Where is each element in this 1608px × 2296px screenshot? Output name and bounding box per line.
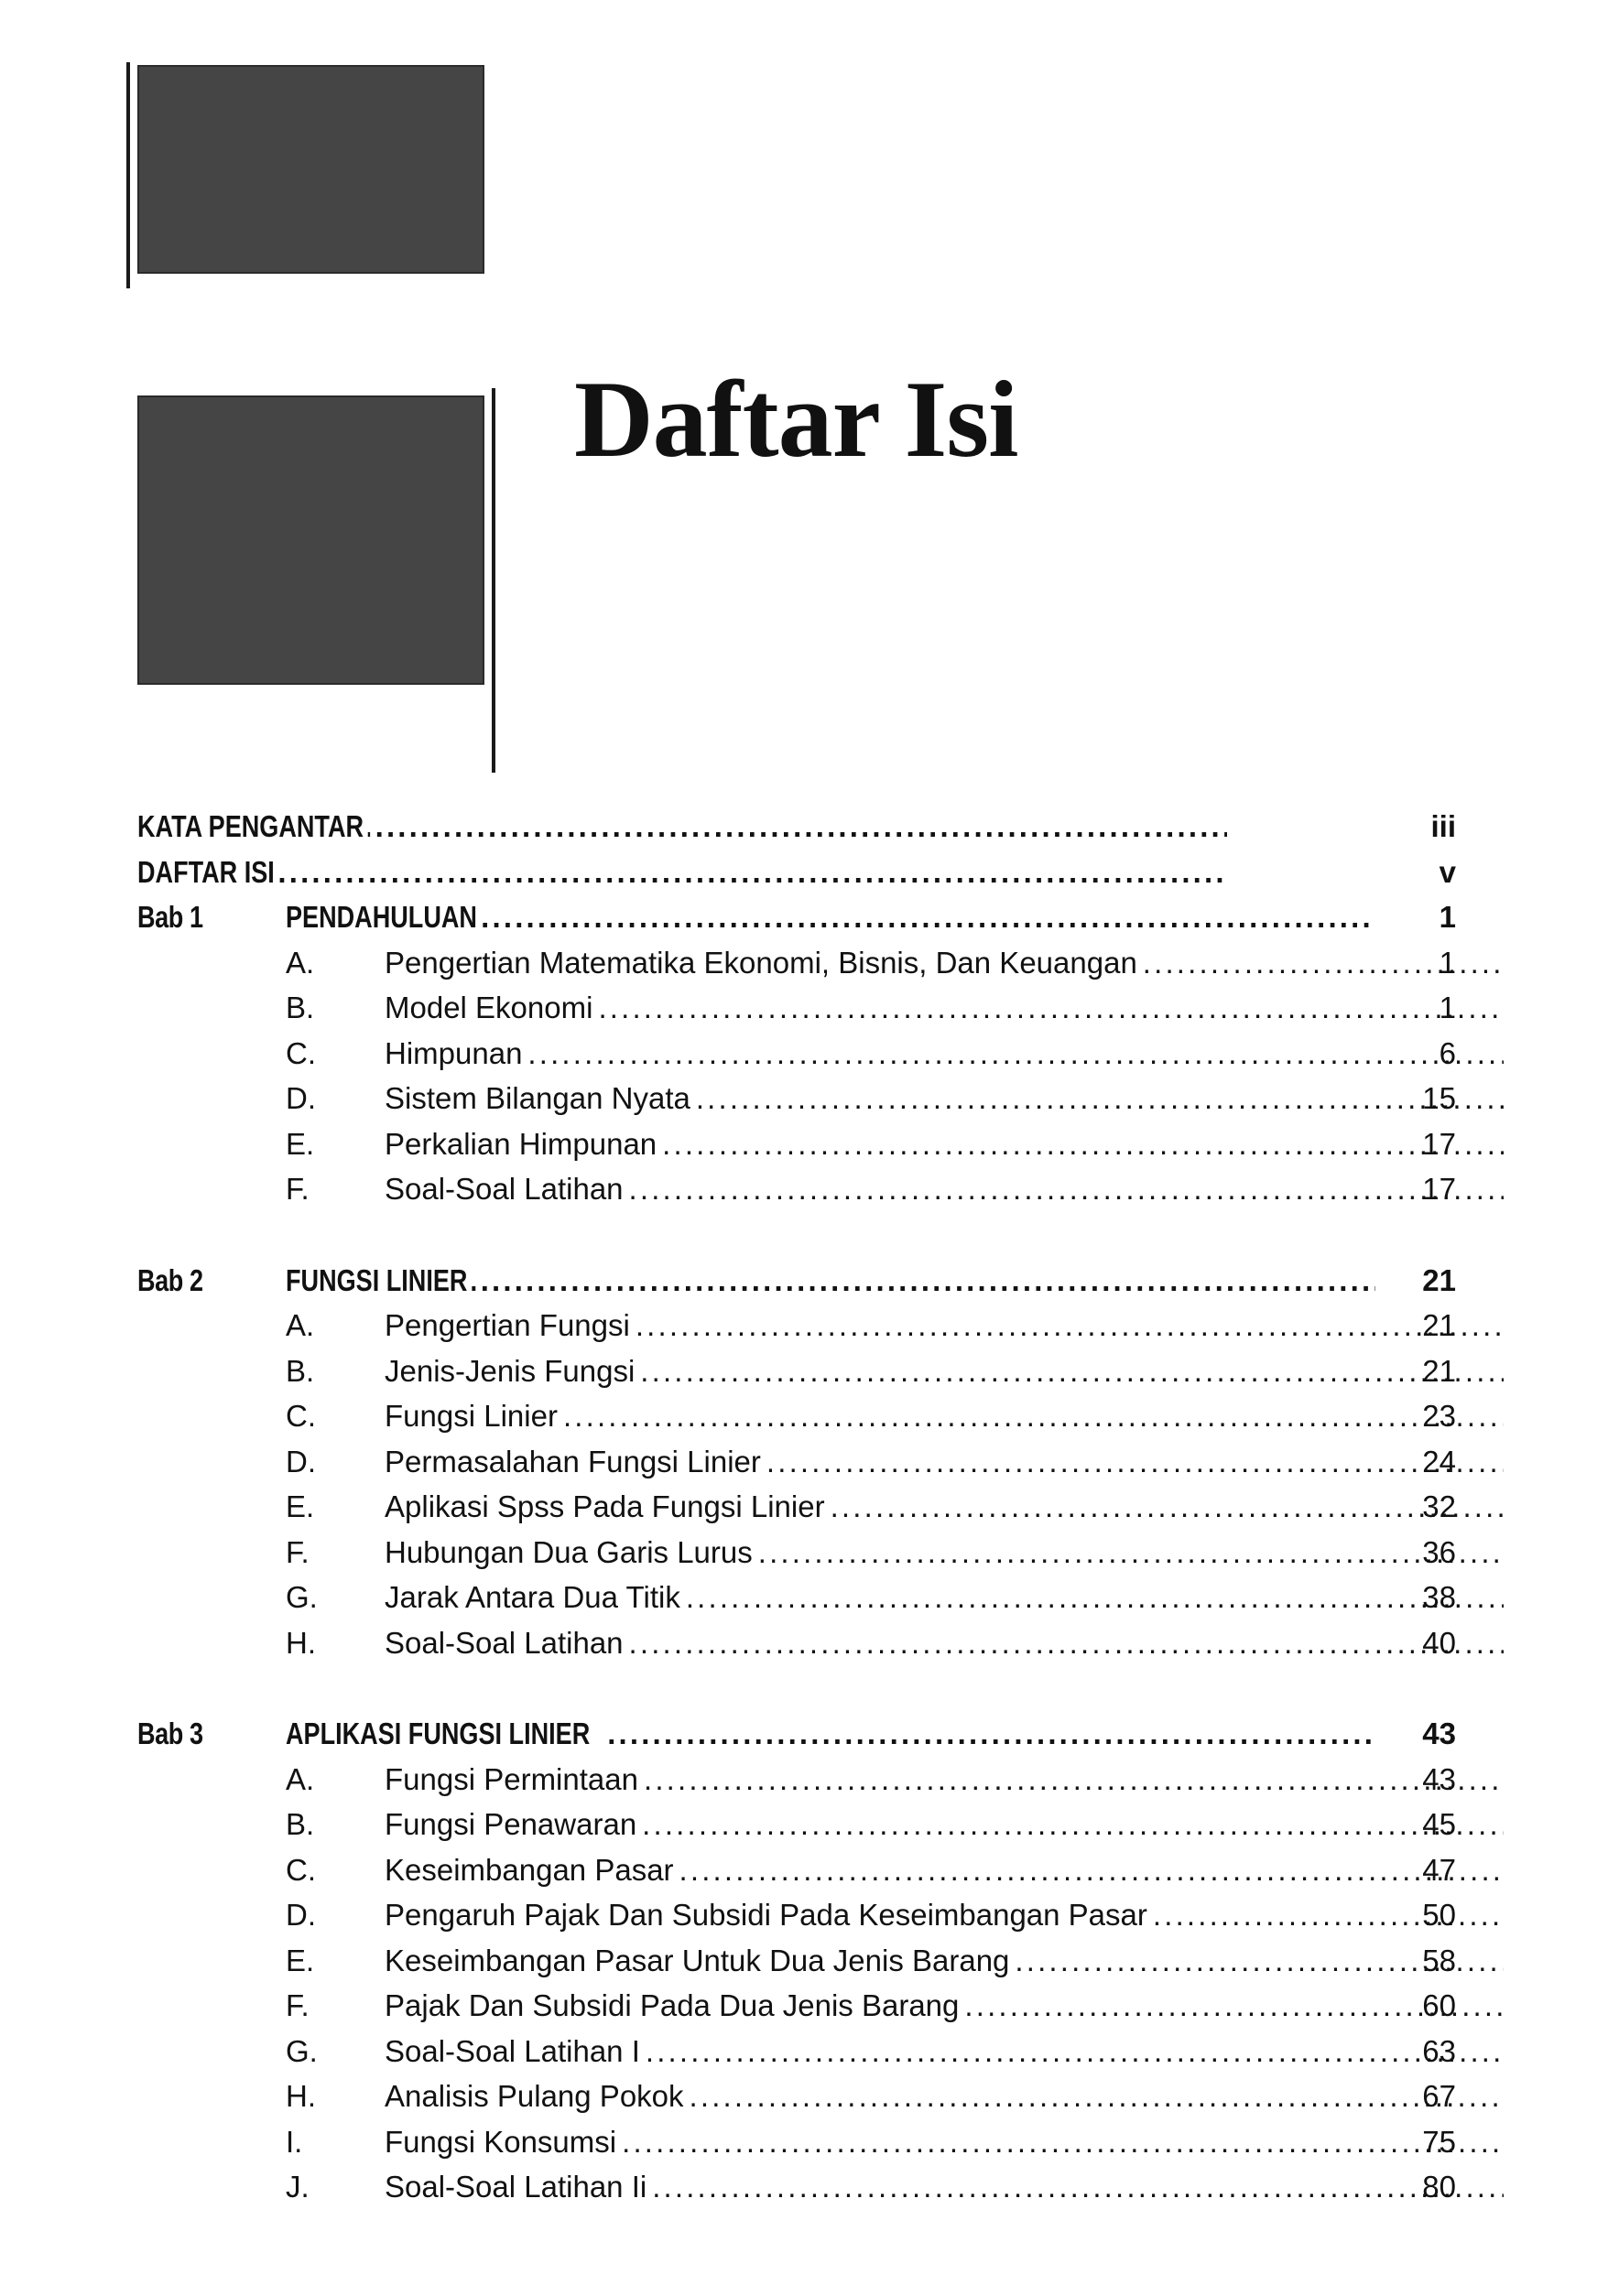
decorative-block-top: [137, 65, 484, 274]
toc-row-section[interactable]: [137, 1076, 1456, 1121]
entry-title: [385, 2074, 1504, 2119]
toc-row-section[interactable]: [137, 1847, 1456, 1893]
page-number: 1: [1439, 991, 1456, 1024]
section-letter: G.: [286, 1580, 318, 1614]
entry-title: [385, 1575, 1504, 1620]
section-letter: A.: [286, 1308, 315, 1342]
entry-title-text: DAFTAR ISI: [137, 850, 279, 895]
toc-row-section[interactable]: [137, 940, 1456, 986]
page-number: 60: [1422, 1988, 1456, 2022]
entry-title: [385, 2119, 1504, 2165]
entry-title-text: Permasalahan Fungsi Linier: [385, 1445, 766, 1478]
section-letter: D.: [286, 1898, 316, 1932]
section-letter: E.: [286, 1126, 315, 1161]
entry-title: [385, 1303, 1504, 1348]
page-number: iii: [1430, 809, 1456, 843]
chapter-spacer: [137, 1665, 1456, 1711]
section-letter: J.: [286, 2170, 310, 2204]
page-number: 21: [1422, 1308, 1456, 1342]
toc-row-section[interactable]: [137, 1892, 1456, 1938]
entry-title-text: Fungsi Konsumsi: [385, 2125, 622, 2159]
entry-title: [385, 1938, 1504, 1984]
toc-row-front[interactable]: [137, 850, 1456, 895]
page-number: 17: [1422, 1172, 1456, 1206]
entry-title: [385, 1620, 1504, 1666]
section-letter: H.: [286, 1625, 316, 1660]
entry-title-text: Pengertian Fungsi: [385, 1308, 636, 1342]
toc-row-section[interactable]: [137, 1031, 1456, 1077]
entry-title-text: Jarak Antara Dua Titik: [385, 1580, 686, 1614]
entry-title-text: Fungsi Linier: [385, 1399, 563, 1433]
entry-title: [385, 940, 1504, 986]
entry-title-text: Pajak Dan Subsidi Pada Dua Jenis Barang: [385, 1988, 964, 2022]
entry-title: [286, 1711, 1375, 1757]
table-of-contents: [137, 804, 1456, 2210]
entry-title-text: Model Ekonomi: [385, 991, 598, 1024]
entry-title-text: Jenis-Jenis Fungsi: [385, 1354, 640, 1388]
chapter-label: Bab 1: [137, 900, 203, 934]
entry-title-text: Soal-Soal Latihan: [385, 1172, 629, 1206]
toc-row-chapter[interactable]: [137, 894, 1456, 940]
page-number: 21: [1422, 1262, 1456, 1297]
page-number: 17: [1422, 1126, 1456, 1161]
chapter-spacer: [137, 1212, 1456, 1258]
page-number: 40: [1422, 1625, 1456, 1660]
page-number: 1: [1439, 900, 1456, 934]
section-letter: F.: [286, 1172, 310, 1206]
entry-title-text: APLIKASI FUNGSI LINIER: [286, 1711, 594, 1757]
decorative-rule-middle: [492, 388, 495, 773]
toc-row-section[interactable]: [137, 1757, 1456, 1803]
toc-row-section[interactable]: [137, 1121, 1456, 1167]
entry-title: [385, 985, 1504, 1031]
entry-title: [385, 1393, 1504, 1439]
entry-title-text: Fungsi Penawaran: [385, 1807, 642, 1841]
section-letter: B.: [286, 991, 315, 1024]
toc-row-section[interactable]: [137, 2029, 1456, 2074]
entry-title: [385, 1439, 1504, 1485]
toc-row-section[interactable]: [137, 1983, 1456, 2029]
section-letter: F.: [286, 1534, 310, 1569]
toc-row-section[interactable]: [137, 985, 1456, 1031]
entry-title-text: PENDAHULUAN: [286, 894, 482, 940]
entry-title: [385, 1348, 1504, 1394]
entry-title: [286, 1258, 1375, 1304]
page-number: 1: [1439, 945, 1456, 980]
page-number: 63: [1422, 2033, 1456, 2068]
entry-title: [137, 804, 1227, 850]
entry-title-text: Soal-Soal Latihan I: [385, 2034, 646, 2068]
entry-title: [385, 1757, 1504, 1803]
entry-title-text: Sistem Bilangan Nyata: [385, 1081, 696, 1115]
section-letter: B.: [286, 1807, 315, 1841]
entry-title: [385, 1983, 1504, 2029]
entry-title: [385, 1802, 1504, 1847]
section-letter: C.: [286, 1399, 316, 1433]
section-letter: G.: [286, 2033, 318, 2068]
entry-title: [137, 850, 1227, 895]
page-number: 67: [1422, 2079, 1456, 2113]
page-number: 6: [1439, 1035, 1456, 1070]
entry-title: [286, 894, 1375, 940]
toc-row-chapter[interactable]: [137, 1258, 1456, 1304]
section-letter: H.: [286, 2079, 316, 2113]
page-number: 80: [1422, 2170, 1456, 2204]
entry-title: [385, 2164, 1504, 2210]
page-number: 24: [1422, 1444, 1456, 1478]
toc-row-section[interactable]: [137, 1938, 1456, 1984]
section-letter: F.: [286, 1988, 310, 2022]
entry-title-text: Analisis Pulang Pokok: [385, 2079, 690, 2113]
toc-row-section[interactable]: [137, 1303, 1456, 1348]
page-number: 75: [1422, 2124, 1456, 2159]
section-letter: A.: [286, 945, 315, 980]
toc-row-section[interactable]: [137, 1393, 1456, 1439]
entry-title-text: Soal-Soal Latihan: [385, 1626, 629, 1660]
section-letter: D.: [286, 1081, 316, 1115]
section-letter: B.: [286, 1353, 315, 1388]
entry-title-text: Soal-Soal Latihan Ii: [385, 2170, 652, 2204]
section-letter: C.: [286, 1852, 316, 1887]
entry-title: [385, 1166, 1504, 1212]
toc-row-front[interactable]: [137, 804, 1456, 850]
toc-row-section[interactable]: [137, 1484, 1456, 1530]
entry-title-text: Aplikasi Spss Pada Fungsi Linier: [385, 1489, 831, 1523]
section-letter: E.: [286, 1489, 315, 1523]
toc-row-section[interactable]: [137, 1530, 1456, 1576]
page-number: 32: [1422, 1489, 1456, 1523]
page-number: v: [1439, 854, 1456, 889]
entry-title-text: Pengertian Matematika Ekonomi, Bisnis, Dan Keuangan: [385, 946, 1143, 980]
toc-row-chapter[interactable]: [137, 1711, 1456, 1757]
section-letter: C.: [286, 1035, 316, 1070]
entry-title-text: KATA PENGANTAR: [137, 804, 368, 850]
toc-row-section[interactable]: [137, 1620, 1456, 1666]
page-number: 38: [1422, 1580, 1456, 1614]
page-number: 15: [1422, 1081, 1456, 1115]
page-number: 36: [1422, 1534, 1456, 1569]
page-number: 58: [1422, 1943, 1456, 1977]
entry-title: [385, 1076, 1504, 1121]
page-number: 23: [1422, 1399, 1456, 1433]
page-number: 50: [1422, 1898, 1456, 1932]
toc-row-section[interactable]: [137, 2119, 1456, 2165]
section-letter: D.: [286, 1444, 316, 1478]
page-number: 21: [1422, 1353, 1456, 1388]
page-number: 45: [1422, 1807, 1456, 1841]
toc-row-section[interactable]: [137, 1802, 1456, 1847]
toc-row-section[interactable]: [137, 1439, 1456, 1485]
entry-title-text: Keseimbangan Pasar Untuk Dua Jenis Barang: [385, 1944, 1015, 1977]
entry-title: [385, 2029, 1504, 2074]
entry-title: [385, 1484, 1504, 1530]
chapter-label: Bab 3: [137, 1717, 203, 1750]
entry-title: [385, 1530, 1504, 1576]
page-title: Daftar Isi: [574, 358, 1018, 480]
section-letter: E.: [286, 1943, 315, 1977]
toc-row-section[interactable]: [137, 2164, 1456, 2210]
entry-title-text: FUNGSI LINIER: [286, 1258, 472, 1304]
entry-title-text: Fungsi Permintaan: [385, 1762, 644, 1796]
entry-title-text: Hubungan Dua Garis Lurus: [385, 1535, 758, 1569]
decorative-rule-left: [126, 62, 130, 288]
toc-row-section[interactable]: [137, 1575, 1456, 1620]
entry-title-text: Pengaruh Pajak Dan Subsidi Pada Keseimbangan Pasar: [385, 1898, 1153, 1932]
entry-title-text: Keseimbangan Pasar: [385, 1853, 679, 1887]
decorative-block-middle: [137, 395, 484, 685]
page-number: 47: [1422, 1852, 1456, 1887]
page-number: 43: [1422, 1761, 1456, 1796]
entry-title: [385, 1847, 1504, 1893]
toc-row-section[interactable]: [137, 2074, 1456, 2119]
section-letter: I.: [286, 2124, 303, 2159]
page-number: 43: [1422, 1717, 1456, 1750]
toc-row-section[interactable]: [137, 1166, 1456, 1212]
entry-title: [385, 1031, 1504, 1077]
entry-title: [385, 1121, 1504, 1167]
section-letter: A.: [286, 1761, 315, 1796]
toc-row-section[interactable]: [137, 1348, 1456, 1394]
entry-title-text: Perkalian Himpunan: [385, 1127, 662, 1161]
entry-title-text: Himpunan: [385, 1036, 527, 1070]
entry-title: [385, 1892, 1504, 1938]
chapter-label: Bab 2: [137, 1262, 203, 1297]
